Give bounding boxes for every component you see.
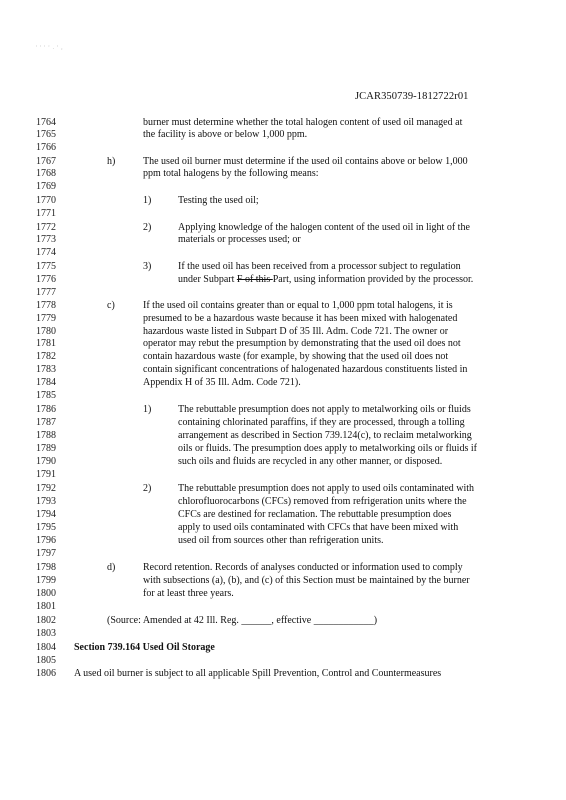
line-number: 1797 bbox=[36, 548, 56, 559]
line-number: 1771 bbox=[36, 208, 56, 219]
line-number: 1785 bbox=[36, 390, 56, 401]
document-line bbox=[0, 338, 566, 350]
line-number: 1800 bbox=[36, 588, 56, 599]
document-line bbox=[0, 548, 566, 560]
line-number: 1787 bbox=[36, 417, 56, 428]
document-line bbox=[0, 469, 566, 481]
line-text: Applying knowledge of the halogen content of the used oil in light of the bbox=[178, 222, 470, 233]
line-number: 1770 bbox=[36, 195, 56, 206]
document-line bbox=[0, 456, 566, 468]
line-text: used oil from sources other than refrigeration units. bbox=[178, 535, 384, 546]
document-line bbox=[0, 628, 566, 640]
line-text: for at least three years. bbox=[143, 588, 234, 599]
line-number: 1766 bbox=[36, 142, 56, 153]
document-line bbox=[0, 222, 566, 234]
line-text: with subsections (a), (b), and (c) of this Section must be maintained by the burner bbox=[143, 575, 470, 586]
line-number: 1779 bbox=[36, 313, 56, 324]
line-number: 1792 bbox=[36, 483, 56, 494]
line-number: 1796 bbox=[36, 535, 56, 546]
line-number: 1806 bbox=[36, 668, 56, 679]
line-text: The rebuttable presumption does not apply to metalworking oils or fluids bbox=[178, 404, 471, 415]
document-line bbox=[0, 351, 566, 363]
document-line bbox=[0, 404, 566, 416]
line-number: 1791 bbox=[36, 469, 56, 480]
line-number: 1780 bbox=[36, 326, 56, 337]
line-text: If the used oil contains greater than or equal to 1,000 ppm total halogens, it is bbox=[143, 300, 453, 311]
subsection-label: 2) bbox=[143, 222, 152, 233]
document-line bbox=[0, 287, 566, 299]
line-number: 1769 bbox=[36, 181, 56, 192]
subsection-label: c) bbox=[107, 300, 115, 311]
line-text: such oils and fluids are recycled in any other manner, or disposed. bbox=[178, 456, 443, 467]
line-text: oils or fluids. The presumption does apply to metalworking oils or fluids if bbox=[178, 443, 477, 454]
line-number: 1786 bbox=[36, 404, 56, 415]
line-number: 1777 bbox=[36, 287, 56, 298]
subsection-label: 1) bbox=[143, 195, 152, 206]
scan-artifact-mark: ' ' ' ' . ' , bbox=[36, 46, 64, 51]
document-line bbox=[0, 168, 566, 180]
line-text bbox=[178, 274, 473, 286]
document-id: JCAR350739-1812722r01 bbox=[355, 91, 469, 102]
line-number: 1805 bbox=[36, 655, 56, 666]
line-number: 1768 bbox=[36, 168, 56, 179]
line-number: 1773 bbox=[36, 234, 56, 245]
line-number: 1765 bbox=[36, 129, 56, 140]
document-line bbox=[0, 208, 566, 220]
document-line bbox=[0, 668, 566, 680]
document-line bbox=[0, 522, 566, 534]
line-number: 1798 bbox=[36, 562, 56, 573]
line-text: contain hazardous waste (for example, by showing that the used oil does not bbox=[143, 351, 449, 362]
document-line bbox=[0, 300, 566, 312]
line-number: 1802 bbox=[36, 615, 56, 626]
line-number: 1782 bbox=[36, 351, 56, 362]
section-heading: Section 739.164 Used Oil Storage bbox=[74, 642, 215, 653]
document-line bbox=[0, 655, 566, 667]
line-number: 1795 bbox=[36, 522, 56, 533]
document-line bbox=[0, 129, 566, 141]
line-text: The used oil burner must determine if the used oil contains above or below 1,000 bbox=[143, 156, 468, 167]
line-number: 1790 bbox=[36, 456, 56, 467]
document-line bbox=[0, 615, 566, 627]
struck-text: F of this bbox=[236, 274, 273, 285]
line-text: arrangement as described in Section 739.124(c), to reclaim metalworking bbox=[178, 430, 472, 441]
document-line bbox=[0, 274, 566, 286]
document-line bbox=[0, 261, 566, 273]
line-number: 1775 bbox=[36, 261, 56, 272]
subsection-label: 2) bbox=[143, 483, 152, 494]
document-line bbox=[0, 509, 566, 521]
document-line bbox=[0, 443, 566, 455]
document-line bbox=[0, 496, 566, 508]
line-number: 1776 bbox=[36, 274, 56, 285]
document-line bbox=[0, 417, 566, 429]
line-number: 1799 bbox=[36, 575, 56, 586]
line-text: CFCs are destined for reclamation. The rebuttable presumption does bbox=[178, 509, 452, 520]
document-line bbox=[0, 117, 566, 129]
line-number: 1764 bbox=[36, 117, 56, 128]
document-line bbox=[0, 562, 566, 574]
subsection-label: d) bbox=[107, 562, 116, 573]
document-line bbox=[0, 390, 566, 402]
line-text: The rebuttable presumption does not apply to used oils contaminated with bbox=[178, 483, 475, 494]
document-line bbox=[0, 642, 566, 654]
document-line bbox=[0, 156, 566, 168]
document-line bbox=[0, 588, 566, 600]
line-number: 1794 bbox=[36, 509, 56, 520]
line-text: the facility is above or below 1,000 ppm. bbox=[143, 129, 308, 140]
line-text: burner must determine whether the total halogen content of used oil managed at bbox=[143, 117, 463, 128]
line-text: If the used oil has been received from a processor subject to regulation bbox=[178, 261, 461, 272]
line-number: 1804 bbox=[36, 642, 56, 653]
line-number: 1801 bbox=[36, 601, 56, 612]
line-text: presumed to be a hazardous waste because it has been mixed with halogenated bbox=[143, 313, 458, 324]
line-text: operator may rebut the presumption by demonstrating that the used oil does not bbox=[143, 338, 461, 349]
document-line bbox=[0, 364, 566, 376]
line-text: chlorofluorocarbons (CFCs) removed from refrigeration units where the bbox=[178, 496, 467, 507]
subsection-label: 1) bbox=[143, 404, 152, 415]
document-line bbox=[0, 326, 566, 338]
document-line bbox=[0, 142, 566, 154]
line-number: 1767 bbox=[36, 156, 56, 167]
line-text: Testing the used oil; bbox=[178, 195, 259, 206]
line-text: Record retention. Records of analyses conducted or information used to comply bbox=[143, 562, 463, 573]
line-text: contain significant concentrations of halogenated hazardous constituents listed in bbox=[143, 364, 468, 375]
document-line bbox=[0, 535, 566, 547]
document-line bbox=[0, 575, 566, 587]
line-text: containing chlorinated paraffins, if they are processed, through a tolling bbox=[178, 417, 465, 428]
document-line bbox=[0, 247, 566, 259]
document-line bbox=[0, 483, 566, 495]
line-text: hazardous waste listed in Subpart D of 35 Ill. Adm. Code 721. The owner or bbox=[143, 326, 449, 337]
subsection-label: h) bbox=[107, 156, 116, 167]
line-text: materials or processes used; or bbox=[178, 234, 301, 245]
document-line bbox=[0, 181, 566, 193]
line-number: 1789 bbox=[36, 443, 56, 454]
line-number: 1803 bbox=[36, 628, 56, 639]
line-number: 1784 bbox=[36, 377, 56, 388]
line-text: ppm total halogens by the following means: bbox=[143, 168, 319, 179]
line-text: apply to used oils contaminated with CFCs that have been mixed with bbox=[178, 522, 459, 533]
line-number: 1774 bbox=[36, 247, 56, 258]
line-text-part: under Subpart bbox=[178, 274, 237, 285]
subsection-label: 3) bbox=[143, 261, 152, 272]
document-line bbox=[0, 377, 566, 389]
line-number: 1788 bbox=[36, 430, 56, 441]
line-number: 1781 bbox=[36, 338, 56, 349]
line-text: Appendix H of 35 Ill. Adm. Code 721). bbox=[143, 377, 301, 388]
line-number: 1778 bbox=[36, 300, 56, 311]
document-line bbox=[0, 195, 566, 207]
document-line bbox=[0, 601, 566, 613]
line-number: 1783 bbox=[36, 364, 56, 375]
source-note: (Source: Amended at 42 Ill. Reg. ______, effective ____________) bbox=[107, 615, 378, 626]
line-text-part: Part, using information provided by the processor. bbox=[272, 274, 474, 285]
document-line bbox=[0, 234, 566, 246]
line-number: 1793 bbox=[36, 496, 56, 507]
document-line bbox=[0, 430, 566, 442]
line-number: 1772 bbox=[36, 222, 56, 233]
document-line bbox=[0, 313, 566, 325]
line-text: A used oil burner is subject to all applicable Spill Prevention, Control and Countermeasures bbox=[74, 668, 442, 679]
